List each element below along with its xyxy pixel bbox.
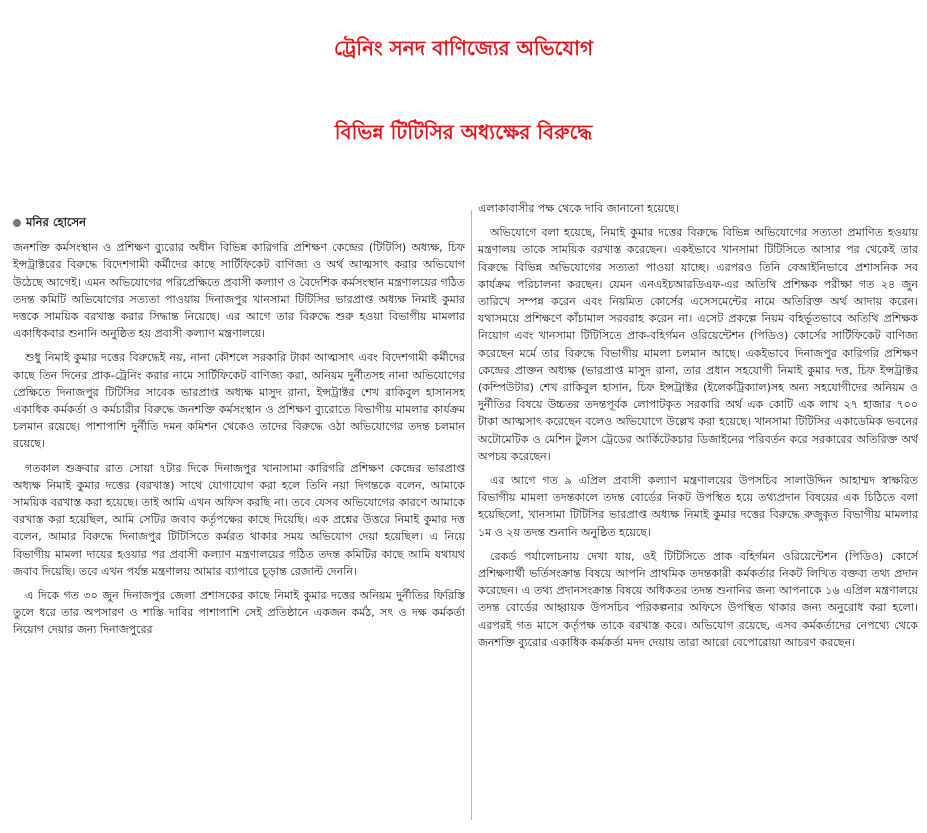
bullet-icon [13,219,21,227]
paragraph: এ দিকে গত ৩০ জুন দিনাজপুর জেলা প্রশাসকের কাছে নিমাই কুমার দত্তের অনিয়ম দুর্নীতির ফিরিস্তি তুলে ধরে তার অপসারণ ও শাস্তি দাবির পাশাপাশি সেই প্রতিষ্ঠানে একজন কর্মঠ, সৎ ও দক্ষ কর্মকর্তা নিয়োগ দেয়ার জন্য দিনাজপুরের [13,589,465,637]
paragraph: গতকাল শুক্রবার রাত সোয়া ৭টার দিকে দিনাজপুর খানাসামা কারিগরি প্রশিক্ষণ কেন্দ্রের ভারপ্রাপ্ত অধ্যক্ষ নিমাই কুমার দত্তের (বরখাস্ত) সাথে যোগাযোগ করা হলে তিনি নয়া দিগন্তকে বলেন, আমাকে সাময়িক বরখাস্ত করা হয়েছে। তাই আমি এখন অফিস করছি না। তবে যেসব অভিযোগের কারণে আমাকে বরখাস্ত করা হয়েছিল, আমি সেটির জবাব কর্তৃপক্ষের কাছে দিয়েছি। এক প্রশ্নের উত্তরে নিমাই কুমার দত্ত বলেন, আমার বিরুদ্ধে দিনাজপুর টিটিসিতে কর্মরত থাকার সময় অভিযোগ দেয়া হয়েছিল। এ নিয়ে বিভাগীয় মামলা দায়ের হওয়ার পর প্রবাসী কল্যাণ মন্ত্রণালয়ের গঠিত তদন্ত কমিটির কাছে আমি যথাযথ জবাব দিয়েছি। তবে এখন পর্যন্ত মন্ত্রণালয় আমার ব্যাপারে চূড়ান্ত রেজাল্ট দেননি। [13,461,465,578]
paragraph: রেকর্ড পর্যালোচনায় দেখা যায়, ওই টিটিসিতে প্রাক বহির্গমন ওরিয়েন্টেশন (পিডিও) কোর্সে প্রশিক্ষণার্থী ভর্তিসংক্রান্ত বিষয়ে আপনি প্রাথমিক তদন্তকারী কর্মকর্তার নিকট লিখিত বক্তব্য তথ্য প্রদান করেছেন। এ তথ্য প্রদানসংক্রান্ত বিষয়ে অধিকতর তদন্ত শুনানির জন্য আপনাকে ১৬ এপ্রিল মন্ত্রণালয়ে তদন্ত বোর্ডের আহ্বায়ক উপসচিব পরিকল্পনার অফিসে উপস্থিত থাকার জন্য অনুরোধ করা হলো। এরপরই গত মাসে কর্তৃপক্ষ তাকে বরখাস্ত করে। অভিযোগ রয়েছে, এসব কর্মকর্তাদের নেপথ্যে থেকে জনশক্তি ব্যুরোর একাধিক কর্মকর্তা মদদ দেয়ায় তারা আরো বেপোরোয়া আচরণ করছেন। [478,549,918,649]
paragraph: শুধু নিমাই কুমার দত্তের বিরুদ্ধেই নয়, নানা কৌশলে সরকারি টাকা আত্মসাৎ এবং বিদেশগামী কর্মীদের কাছে তিন দিনের প্রাক-ট্রেনিং করার নামে সার্টিফিকেট বাণিজ্য করা, অনিয়ম দুর্নীতসহ নানা অভিযোগের প্রেক্ষিতে দিনাজপুর টিটিসির সাবেক ভারপ্রাপ্ত অধ্যক্ষ মাসুদ রানা, ইন্সট্রাক্টর শেখ রাকিবুল হাসানসহ একাধিক কর্মকর্তা ও কর্মচারীর বিরুদ্ধে জনশক্তি কর্মসংস্থান ও প্রশিক্ষণ ব্যুরোতে বিভাগীয় মামলার কার্যক্রম চলমান রয়েছে। পাশাপাশি দুর্নীতি দমন কমিশন থেকেও তাদের বিরুদ্ধে ওঠা অভিযোগের তদন্ত চলমান রয়েছে। [13,351,465,451]
paragraph: এলাকাবাসীর পক্ষ থেকে দাবি জানানো হয়েছে। [478,202,679,215]
byline-author: মনির হোসেন [26,215,86,229]
article-column-left [13,214,465,826]
article-column-right [478,200,918,826]
paragraph: অভিযোগে বলা হয়েছে, নিমাই কুমার দত্তের বিরুদ্ধে বিভিন্ন অভিযোগের সত্যতা প্রমাণিত হওয়ায় মন্ত্রণালয় তাকে সাময়িক বরখাস্ত করেছেন। একইভাবে খানসামা টিটিসিতে আসার পর থেকেই তার বিরুদ্ধে বিভিন্ন অভিযোগের সত্যতা পাওয়া যাচ্ছে। এরপরও তিনি বেআইনিভাবে প্রশাসনিক সব কার্যক্রম পরিচালনা করছেন। যেমন এনএইচআরডিএফ-এর অতিথি প্রশিক্ষক পরীক্ষা গত ২৪ জুন তারিখে সম্পন্ন করেন এবং নিয়মিত কোর্সের এসেসমেন্টের নামে অতিরিক্ত অর্থ আদায় করেন। যথাসময়ে প্রশিক্ষণে কাঁচামাল সরবরাহ করেন না। এসেট প্রকল্পে নিয়ম বহির্ভূতভাবে অতিথি প্রশিক্ষক নিয়োগ এবং খানসামা টিটিসিতে প্রাক-বহির্গমন ওরিয়েন্টেশন (পিডিও) কোর্সের সার্টিফিকেট বাণিজ্য করেছেন মর্মে তার বিরুদ্ধে বিভাগীয় মামলা চলমান আছে। একইভাবে দিনাজপুর কারিগরি প্রশিক্ষণ কেন্দ্রের প্রাক্তন অধ্যক্ষ (ভারপ্রাপ্ত মাসুদ রানা, তার প্রধান সহযোগী নিমাই কুমার দত্ত, চিফ ইন্সট্রাক্টর (কম্পিউটার) শেখ রাকিবুল হাসান, চিফ ইন্সট্রাক্টর (ইলেকট্রিক্যাল)সহ অন্য সহযোগীদের অনিয়ম ও দুর্নীতির বিষয়ে উচ্চতর তদন্তপূর্বক লোপাটকৃত সরকারি অর্থ এক কোটি এক লাখ ২৭ হাজার ৭০০ টাকা আত্মসাৎ করেছেন বলেও অভিযোগে উল্লেখ করা হয়েছে। খানসামা টিটিসির একাডেমিক ভবনের অটোমেটিক ও মেশিন টুলস ট্রেডের আর্কিটেকচার ডিজাইনের পরিবর্তন করে সরকারের অতিরিক্ত অর্থ অপচয় করেছেন। [478,226,918,463]
column-divider [471,210,472,820]
byline [13,214,465,231]
headline-line-1: ট্রেনিং সনদ বাণিজ্যের অভিযোগ [333,36,594,60]
headline-line-2: বিভিন্ন টিটিসির অধ্যক্ষের বিরুদ্ধে [334,120,593,144]
paragraph: জনশক্তি কর্মসংস্থান ও প্রশিক্ষণ ব্যুরোর অধীন বিভিন্ন কারিগরি প্রশিক্ষণ কেন্দ্রের (টিটিসি) অধ্যক্ষ, চিফ ইন্সট্রাক্টরের বিরুদ্ধে বিদেশগামী কর্মীদের কাছে সার্টিফিকেট বাণিজ্য ও অর্থ আত্মসাৎ করার অভিযোগ উঠেছে আগেই। এমন অভিযোগের পরিপ্রেক্ষিতে প্রবাসী কল্যাণ ও বৈদেশিক কর্মসংস্থান মন্ত্রণালয়ের গঠিত তদন্ত কমিটি অভিযোগের সত্যতা পাওয়ায় দিনাজপুর খানসামা টিটিসির ভারপ্রাপ্ত অধ্যক্ষ নিমাই কুমার দত্তকে সাময়িক বরখাস্ত করার সিদ্ধান্ত নিয়েছে। এর আগে তার বিরুদ্ধে শুরু হওয়া বিভাগীয় মামলার একাধিকবার শুনানি অনুষ্ঠিত হয় প্রবাসী কল্যাণ মন্ত্রণালয়ে। [13,241,465,341]
paragraph: এর আগে গত ৯ এপ্রিল প্রবাসী কল্যাণ মন্ত্রণালয়ের উপসচিব সালাউদ্দিন আহাম্মদ স্বাক্ষরিত বিভাগীয় মামলা তদন্তকালে তদন্ত বোর্ডের নিকট উপস্থিত হয়ে তথ্যপ্রদান বিষয়ের এক চিঠিতে বলা হয়েছিলো, খানসামা টিটিসির ভারপ্রাপ্ত অধ্যক্ষ নিমাই কুমার দত্তের বিরুদ্ধে রুজুকৃত বিভাগীয় মামলার ১ম ও ২য় তদন্ত শুনানি অনুষ্ঠিত হয়েছে। [478,474,918,539]
headline [0,6,927,174]
